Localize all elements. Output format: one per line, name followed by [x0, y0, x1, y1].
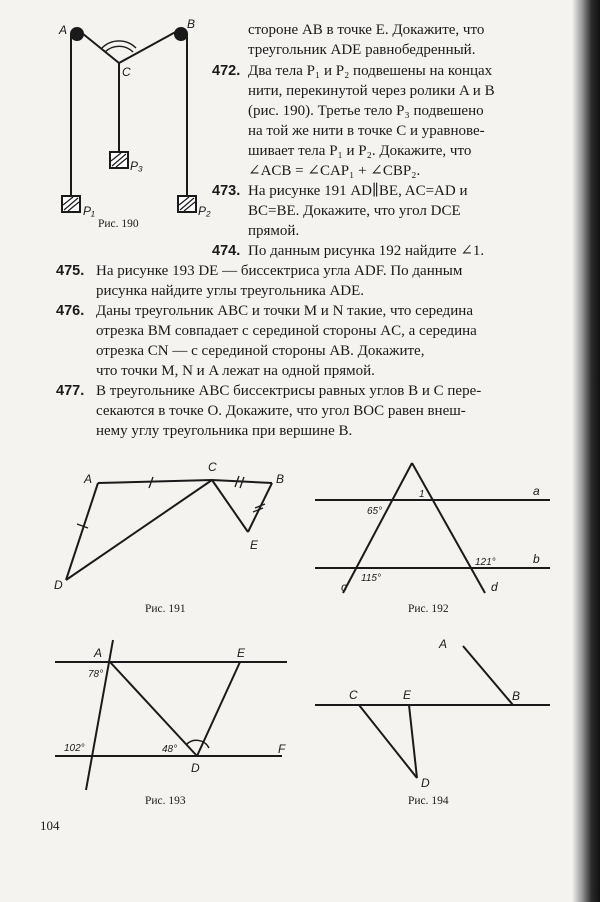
fig194-label-d: D	[421, 776, 430, 790]
fig194-label-e: E	[403, 688, 412, 702]
figure-192	[315, 455, 555, 605]
fig190-label-p3: P₃	[130, 159, 143, 173]
fig192-angle-65: 65°	[367, 506, 383, 517]
fig191-label-e: E	[250, 538, 259, 552]
fig193-label-e: E	[237, 646, 246, 660]
fig191-label-d: D	[54, 578, 63, 592]
fig192-label-a: a	[533, 484, 540, 498]
problem-number-472: 472.	[212, 63, 241, 79]
problem-number-477: 477.	[56, 383, 85, 399]
problem-number-476: 476.	[56, 303, 85, 319]
text-line-9: На рисунке 191 AD∥BE, AC=AD и	[248, 183, 468, 199]
text-line-1: стороне AB в точке E. Докажите, что	[248, 22, 485, 38]
fig193-label-d: D	[191, 761, 200, 775]
caption-fig-190: Рис. 190	[98, 218, 139, 230]
fig193-angle-48: 48°	[162, 744, 178, 755]
fig192-label-d: d	[491, 580, 498, 594]
caption-fig-193: Рис. 193	[145, 795, 186, 807]
fig192-angle-1: 1	[419, 489, 425, 500]
text-line-13: На рисунке 193 DE — биссектриса угла ADF. По данным	[96, 263, 463, 279]
fig190-label-p2: P₂	[198, 204, 211, 218]
text-line-10: BC=BE. Докажите, что угол DCE	[248, 203, 461, 219]
figure-191	[50, 455, 310, 595]
fig194-label-b: B	[512, 689, 521, 703]
fig190-label-c: C	[122, 65, 131, 79]
text-line-8: ∠ACB = ∠CAP₁ + ∠CBP₂.	[248, 163, 421, 179]
caption-fig-194: Рис. 194	[408, 795, 449, 807]
text-line-4: нити, перекинутой через ролики A и B	[248, 83, 495, 99]
text-line-19: В треугольнике ABC биссектрисы равных углов B и C пере-	[96, 383, 482, 399]
text-line-5: (рис. 190). Третье тело P₃ подвешено	[248, 103, 484, 119]
text-line-15: Даны треугольник ABC и точки M и N такие, что середина	[96, 303, 473, 319]
fig192-angle-121: 121°	[475, 557, 496, 568]
fig192-label-c: c	[341, 580, 347, 594]
fig190-label-b: B	[187, 17, 196, 31]
fig193-label-f: F	[278, 742, 286, 756]
fig191-label-a: A	[84, 472, 93, 486]
text-line-14: рисунка найдите углы треугольника ADE.	[96, 283, 365, 299]
text-line-11: прямой.	[248, 223, 300, 239]
text-line-2: треугольник ADE равнобедренный.	[248, 42, 476, 58]
figure-194	[315, 630, 555, 795]
fig192-angle-115: 115°	[361, 573, 381, 584]
fig193-angle-102: 102°	[64, 743, 85, 754]
figure-190	[55, 17, 211, 220]
fig194-label-a: A	[439, 637, 448, 651]
fig193-angle-78: 78°	[88, 669, 104, 680]
text-line-16: отрезка BM совпадает с серединой стороны AC, а середина	[96, 323, 477, 339]
caption-fig-192: Рис. 192	[408, 603, 449, 615]
fig194-label-c: C	[349, 688, 358, 702]
fig192-label-b: b	[533, 552, 540, 566]
caption-fig-191: Рис. 191	[145, 603, 186, 615]
problem-number-473: 473.	[212, 183, 241, 199]
fig191-label-b: B	[276, 472, 285, 486]
page-number: 104	[40, 818, 60, 833]
text-line-21: нему углу треугольника при вершине B.	[96, 423, 353, 439]
text-line-3: Два тела P₁ и P₂ подвешены на концах	[248, 63, 493, 79]
fig191-label-c: C	[208, 460, 217, 474]
text-line-7: шивает тела P₁ и P₂. Докажите, что	[248, 143, 472, 159]
figure-193	[50, 635, 310, 790]
fig190-label-p1: P₁	[83, 204, 95, 218]
text-line-12: По данным рисунка 192 найдите ∠1.	[248, 243, 485, 259]
page-edge-shadow	[572, 0, 600, 902]
text-line-18: что точки M, N и A лежат на одной прямой.	[96, 363, 375, 379]
text-line-6: на той же нити в точке C и уравнове-	[248, 123, 485, 139]
fig193-label-a: A	[94, 646, 103, 660]
problem-number-474: 474.	[212, 243, 241, 259]
text-line-20: секаются в точке O. Докажите, что угол BOC равен внеш-	[96, 403, 466, 419]
problem-number-475: 475.	[56, 263, 85, 279]
fig190-label-a: A	[59, 23, 68, 37]
text-line-17: отрезка CN — с серединой стороны AB. Докажите,	[96, 343, 425, 359]
